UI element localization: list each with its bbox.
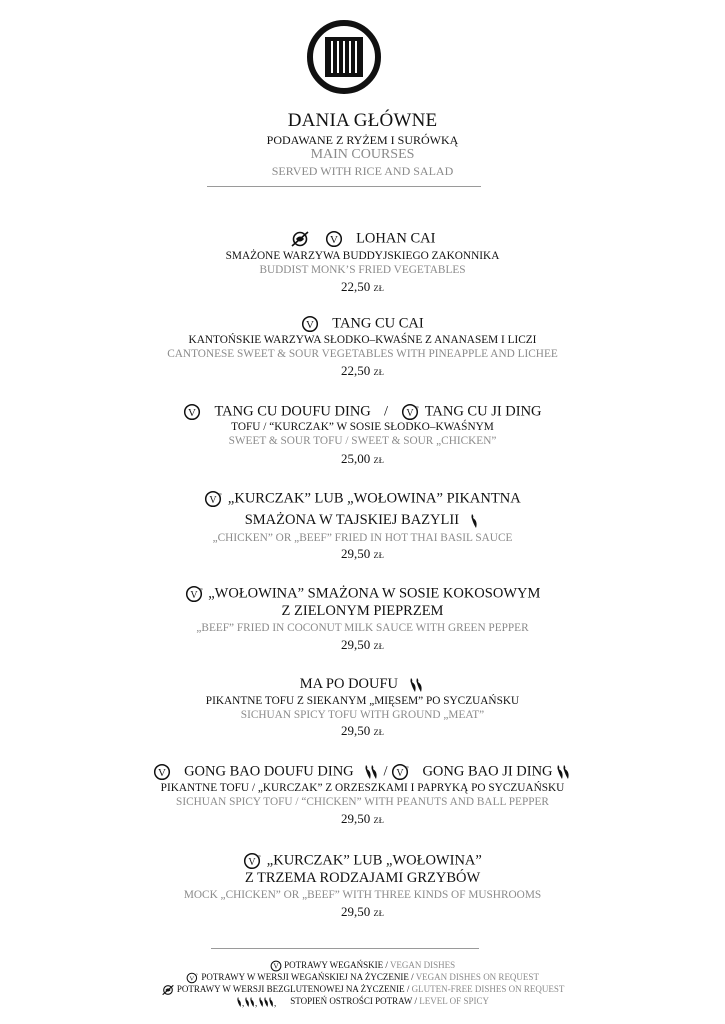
dish-name: „KURCZAK” LUB „WOŁOWINA” xyxy=(266,852,482,869)
dish-name: GONG BAO JI DING xyxy=(422,763,553,780)
svg-text:?: ? xyxy=(195,973,198,978)
dish-name-row xyxy=(0,763,725,781)
svg-text:V: V xyxy=(306,319,315,331)
chili-pepper-icon xyxy=(236,996,288,1008)
vegan-on-request-icon xyxy=(204,490,224,508)
svg-text:V: V xyxy=(188,407,197,419)
dish-price: 22,50 ZŁ xyxy=(341,279,384,294)
svg-text:V: V xyxy=(396,768,404,779)
svg-text:V: V xyxy=(273,961,279,971)
dish-price: 25,00 ZŁ xyxy=(341,451,384,466)
vegan-v-icon xyxy=(153,763,171,781)
svg-text:,: , xyxy=(242,998,245,1008)
dish-name-row xyxy=(0,852,725,870)
dish-name-row xyxy=(0,490,725,508)
page-title: DANIA GŁÓWNE xyxy=(287,110,438,131)
dish-name: „WOŁOWINA” SMAŻONA W SOSIE KOKOSOWYM xyxy=(208,585,541,602)
dish-name-row xyxy=(0,512,725,529)
dish-description-en: „CHICKEN” OR „BEEF” FRIED IN HOT THAI BASIL SAUCE xyxy=(212,532,513,544)
dish-name-line2: Z ZIELONYM PIEPRZEM xyxy=(281,603,444,619)
svg-text:?: ? xyxy=(219,493,222,499)
chili-pepper-icon xyxy=(556,764,572,780)
dish-description-pl: KANTOŃSKIE WARZYWA SŁODKO–KWAŚNE Z ANANASEM I LICZI xyxy=(188,334,537,346)
svg-text:?: ? xyxy=(406,766,409,772)
svg-text:,: , xyxy=(274,998,277,1008)
dish-name-line2: Z TRZEMA RODZAJAMI GRZYBÓW xyxy=(244,870,481,886)
dish-price: 22,50 ZŁ xyxy=(341,363,384,378)
dish-description-en: CANTONESE SWEET & SOUR VEGETABLES WITH PINEAPPLE AND LICHEE xyxy=(167,348,558,360)
dish-name-line2: SMAŻONA W TAJSKIEJ BAZYLII xyxy=(244,512,460,528)
svg-text:V: V xyxy=(248,857,256,868)
dish-name: GONG BAO DOUFU DING xyxy=(184,763,354,780)
chili-pepper-icon xyxy=(409,677,425,693)
dish-name-separator: / xyxy=(383,763,388,780)
vegan-v-icon xyxy=(301,315,319,333)
dish-description-en: SICHUAN SPICY TOFU WITH GROUND „MEAT” xyxy=(240,709,485,721)
dish-name-row xyxy=(0,230,725,248)
dish-price: 29,50 ZŁ xyxy=(341,904,384,919)
chili-pepper-icon xyxy=(364,764,380,780)
dish-price: 29,50 ZŁ xyxy=(341,723,384,738)
svg-text:V: V xyxy=(189,975,195,983)
svg-text:,: , xyxy=(255,998,258,1008)
vegan-v-icon xyxy=(325,230,343,248)
page-title-en: MAIN COURSES xyxy=(310,147,415,162)
gluten-free-icon xyxy=(290,230,310,248)
svg-text:V: V xyxy=(329,234,338,246)
svg-text:?: ? xyxy=(416,406,419,412)
chili-pepper-icon xyxy=(470,513,480,529)
dish-name: TANG CU JI DING xyxy=(424,403,542,420)
dish-name-row xyxy=(0,315,725,333)
gluten-free-icon xyxy=(161,984,175,996)
dish-description-en: SWEET & SOUR TOFU / SWEET & SOUR „CHICKEN” xyxy=(228,435,497,447)
dish-description-en: MOCK „CHICKEN” OR „BEEF” WITH THREE KINDS OF MUSHROOMS xyxy=(183,889,542,901)
divider xyxy=(211,948,479,949)
dish-name: TANG CU CAI xyxy=(332,315,424,332)
dish-description-pl: PIKANTNE TOFU / „KURCZAK” Z ORZESZKAMI I PAPRYKĄ PO SYCZUAŃSKU xyxy=(160,782,565,794)
dish-name-separator: / xyxy=(384,403,389,420)
vegan-on-request-icon xyxy=(185,585,205,603)
dish-name-row xyxy=(0,676,725,693)
svg-text:?: ? xyxy=(258,855,261,861)
dish-name: TANG CU DOUFU DING xyxy=(214,403,371,420)
dish-price: 29,50 ZŁ xyxy=(341,546,384,561)
dish-description-pl: TOFU / “KURCZAK” W SOSIE SŁODKO–KWAŚNYM xyxy=(231,421,494,433)
dish-name: MA PO DOUFU xyxy=(299,676,399,692)
dish-price: 29,50 ZŁ xyxy=(341,811,384,826)
vegan-on-request-icon xyxy=(186,972,199,984)
page-subtitle-en: SERVED WITH RICE AND SALAD xyxy=(271,164,454,178)
legend-vegan: V POTRAWY WEGAŃSKIE / VEGAN DISHES xyxy=(0,960,725,972)
svg-text:V: V xyxy=(157,767,166,779)
vegan-v-icon xyxy=(270,960,282,972)
dish-name: LOHAN CAI xyxy=(356,230,436,247)
legend-spicy: , , , STOPIEŃ OSTROŚCI POTRAW / LEVEL OF SPICY xyxy=(0,996,725,1008)
dish-description-en: SICHUAN SPICY TOFU / “CHICKEN” WITH PEANUTS AND BALL PEPPER xyxy=(176,796,549,808)
restaurant-logo xyxy=(307,20,381,94)
vegan-v-icon xyxy=(183,403,201,421)
svg-text:?: ? xyxy=(199,588,203,594)
dish-name-row xyxy=(0,585,725,603)
page-subtitle: PODAWANE Z RYŻEM I SURÓWKĄ xyxy=(266,133,459,147)
dish-description-pl: PIKANTNE TOFU Z SIEKANYM „MIĘSEM” PO SYCZUAŃSKU xyxy=(205,695,520,707)
legend-vegan-on-request: V ? POTRAWY W WERSJI WEGAŃSKIEJ NA ŻYCZENIE / VEGAN DISHES ON REQUEST xyxy=(0,972,725,984)
vegan-on-request-icon xyxy=(391,763,411,781)
svg-text:V: V xyxy=(406,408,414,419)
dish-description-en: „BEEF” FRIED IN COCONUT MILK SAUCE WITH GREEN PEPPER xyxy=(196,622,529,634)
dish-description-en: BUDDIST MONK’S FRIED VEGETABLES xyxy=(259,264,466,276)
dish-price: 29,50 ZŁ xyxy=(341,637,384,652)
divider xyxy=(207,186,481,187)
svg-text:V: V xyxy=(189,590,198,601)
legend-gluten-free: POTRAWY W WERSJI BEZGLUTENOWEJ NA ŻYCZENIE / GLUTEN-FREE DISHES ON REQUEST xyxy=(0,984,725,996)
vegan-on-request-icon xyxy=(401,403,421,421)
dish-name-row xyxy=(0,403,725,421)
vegan-on-request-icon xyxy=(243,852,263,870)
dish-description-pl: SMAŻONE WARZYWA BUDDYJSKIEGO ZAKONNIKA xyxy=(225,250,500,262)
dish-name: „KURCZAK” LUB „WOŁOWINA” PIKANTNA xyxy=(227,490,521,507)
svg-text:V: V xyxy=(209,495,217,506)
